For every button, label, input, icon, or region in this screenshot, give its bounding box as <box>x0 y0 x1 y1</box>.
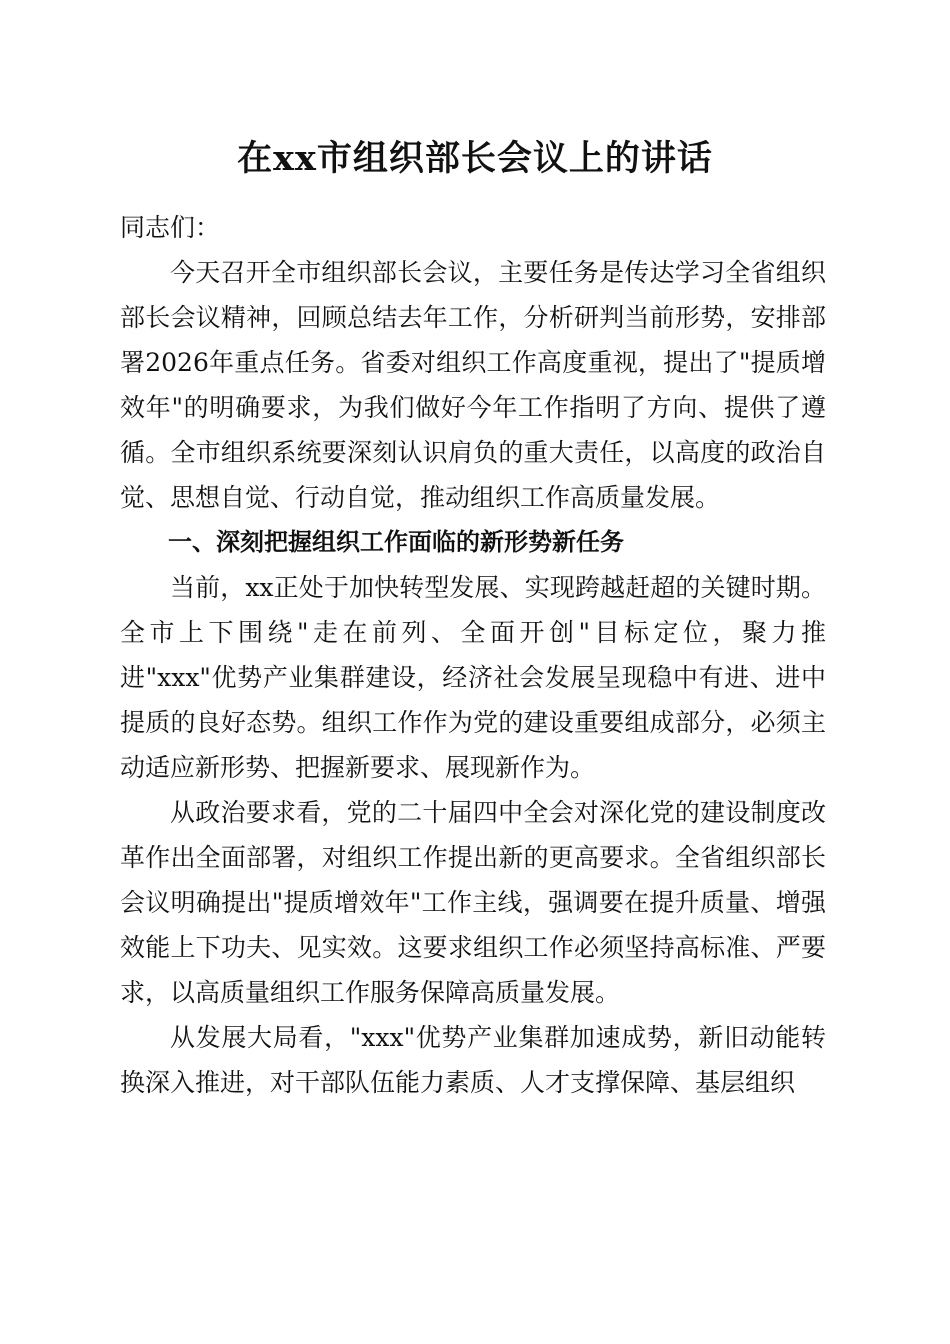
document-title: 在xx市组织部长会议上的讲话 <box>237 138 713 179</box>
salutation: 同志们： <box>120 213 221 242</box>
section-paragraph-3: 从发展大局看，"xxx"优势产业集群加速成势，新旧动能转换深入推进，对干部队伍能力素质、人才支撑保障、基层组织 <box>120 1023 826 1097</box>
section-paragraph-2: 从政治要求看，党的二十届四中全会对深化党的建设制度改革作出全面部署，对组织工作提出新的更高要求。全省组织部长会议明确提出"提质增效年"工作主线，强调要在提升质量、增强效能上下功夫、见实效。这要求组织工作必须坚持高标准、严要求，以高质量组织工作服务保障高质量发展。 <box>120 798 826 1007</box>
intro-paragraph: 今天召开全市组织部长会议，主要任务是传达学习全省组织部长会议精神，回顾总结去年工作，分析研判当前形势，安排部署2026年重点任务。省委对组织工作高度重视，提出了"提质增效年"的明确要求，为我们做好今年工作指明了方向、提供了遵循。全市组织系统要深刻认识肩负的重大责任，以高度的政治自觉、思想自觉、行动自觉，推动组织工作高质量发展。 <box>120 258 826 512</box>
section-heading: 一、深刻把握组织工作面临的新形势新任务 <box>168 528 624 556</box>
section-paragraph-1: 当前，xx正处于加快转型发展、实现跨越赶超的关键时期。全市上下围绕"走在前列、全面开创"目标定位，聚力推进"xxx"优势产业集群建设，经济社会发展呈现稳中有进、进中提质的良好态势。组织工作作为党的建设重要组成部分，必须主动适应新形势、把握新要求、展现新作为。 <box>120 573 826 782</box>
document-body <box>120 205 826 1105</box>
